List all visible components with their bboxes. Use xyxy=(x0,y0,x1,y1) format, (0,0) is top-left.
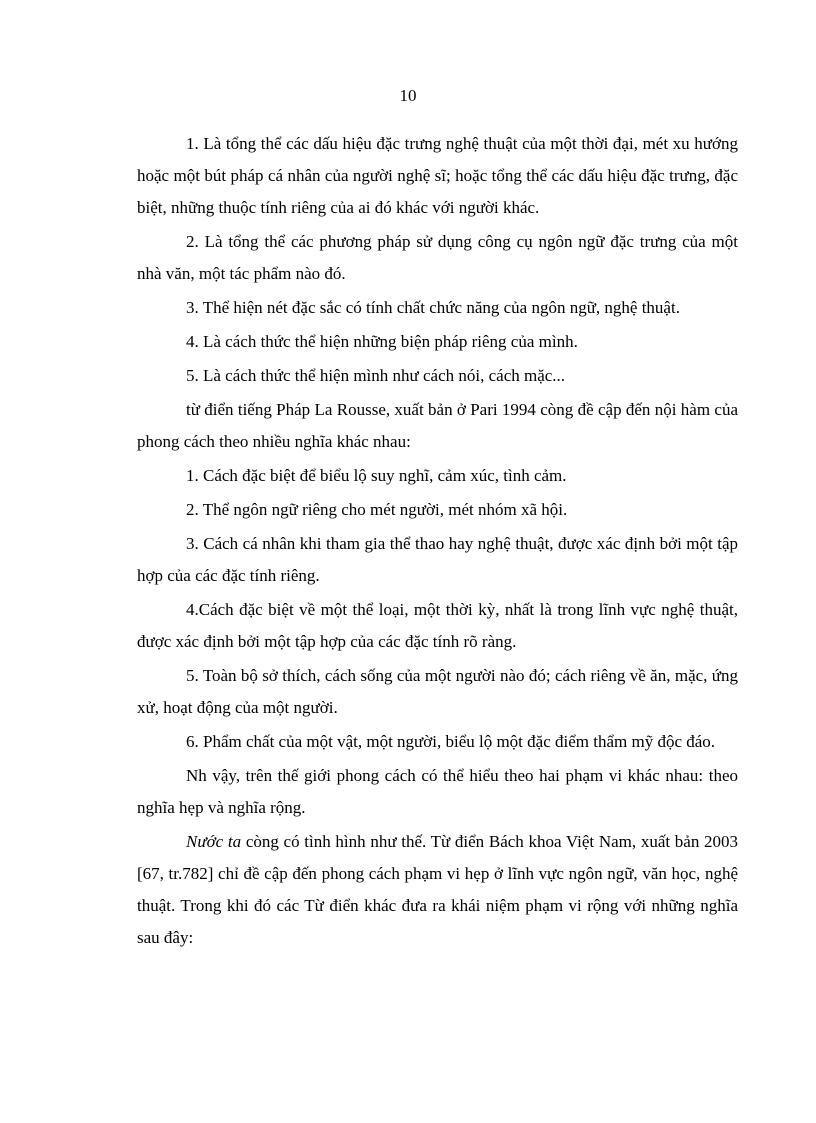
page-number: 10 xyxy=(399,86,417,105)
paragraph-larousse-2: 2. Thể ngôn ngữ riêng cho mét người, mét nhóm xã hội. xyxy=(186,500,568,519)
paragraph-larousse-4: 4.Cách đặc biệt về một thể loại, một thời kỳ, nhất là trong lĩnh vực nghệ thuật, được xác định bởi một tập hợp của các đặc tính rõ ràng. xyxy=(137,600,738,651)
paragraph-definition-4: 4. Là cách thức thể hiện những biện pháp riêng của mình. xyxy=(186,332,578,351)
paragraph-larousse-5: 5. Toàn bộ sở thích, cách sống của một người nào đó; cách riêng về ăn, mặc, ứng xử, hoạt động của một người. xyxy=(137,666,738,717)
paragraph-larousse-6: 6. Phẩm chất của một vật, một người, biểu lộ một đặc điểm thẩm mỹ độc đáo. xyxy=(186,732,716,751)
paragraph-definition-3: 3. Thể hiện nét đặc sắc có tính chất chức năng của ngôn ngữ, nghệ thuật. xyxy=(186,298,680,317)
paragraph-larousse-1: 1. Cách đặc biệt để biểu lộ suy nghĩ, cảm xúc, tình cảm. xyxy=(186,466,567,485)
paragraph-larousse-3: 3. Cách cá nhân khi tham gia thể thao hay nghệ thuật, được xác định bởi một tập hợp của các đặc tính riêng. xyxy=(137,534,738,585)
paragraph-definition-5: 5. Là cách thức thể hiện mình như cách nói, cách mặc... xyxy=(186,366,566,385)
paragraph-larousse-intro: từ điển tiếng Pháp La Rousse, xuất bản ở Pari 1994 còng đề cập đến nội hàm của phong cách theo nhiều nghĩa khác nhau: xyxy=(137,400,738,451)
paragraph-vietnam-text: còng có tình hình như thế. Từ điển Bách khoa Việt Nam, xuất bản 2003 [67, tr.782] chỉ đề cập đến phong cách phạm vi hẹp ở lĩnh vực ngôn ngữ, văn học, nghệ thuật. Trong khi đó các Từ điển khác đưa ra khái niệm phạm vi rộng với những nghĩa sau đây: xyxy=(137,832,739,947)
italic-lead-text: Nước ta xyxy=(186,832,242,851)
paragraph-summary: Nh vậy, trên thế giới phong cách có thể hiểu theo hai phạm vi khác nhau: theo nghĩa hẹp và nghĩa rộng. xyxy=(137,766,738,817)
paragraph-vietnam xyxy=(137,826,738,954)
paragraph-definition-2: 2. Là tổng thể các phương pháp sử dụng công cụ ngôn ngữ đặc trưng của một nhà văn, một tác phẩm nào đó. xyxy=(137,232,738,283)
paragraph-definition-1: 1. Là tổng thể các dấu hiệu đặc trưng nghệ thuật của một thời đại, mét xu hướng hoặc một bút pháp cá nhân của người nghệ sĩ; hoặc tổng thể các dấu hiệu đặc trưng, đặc biệt, những thuộc tính riêng của ai đó khác với người khác. xyxy=(137,134,738,217)
document-body xyxy=(137,128,738,954)
